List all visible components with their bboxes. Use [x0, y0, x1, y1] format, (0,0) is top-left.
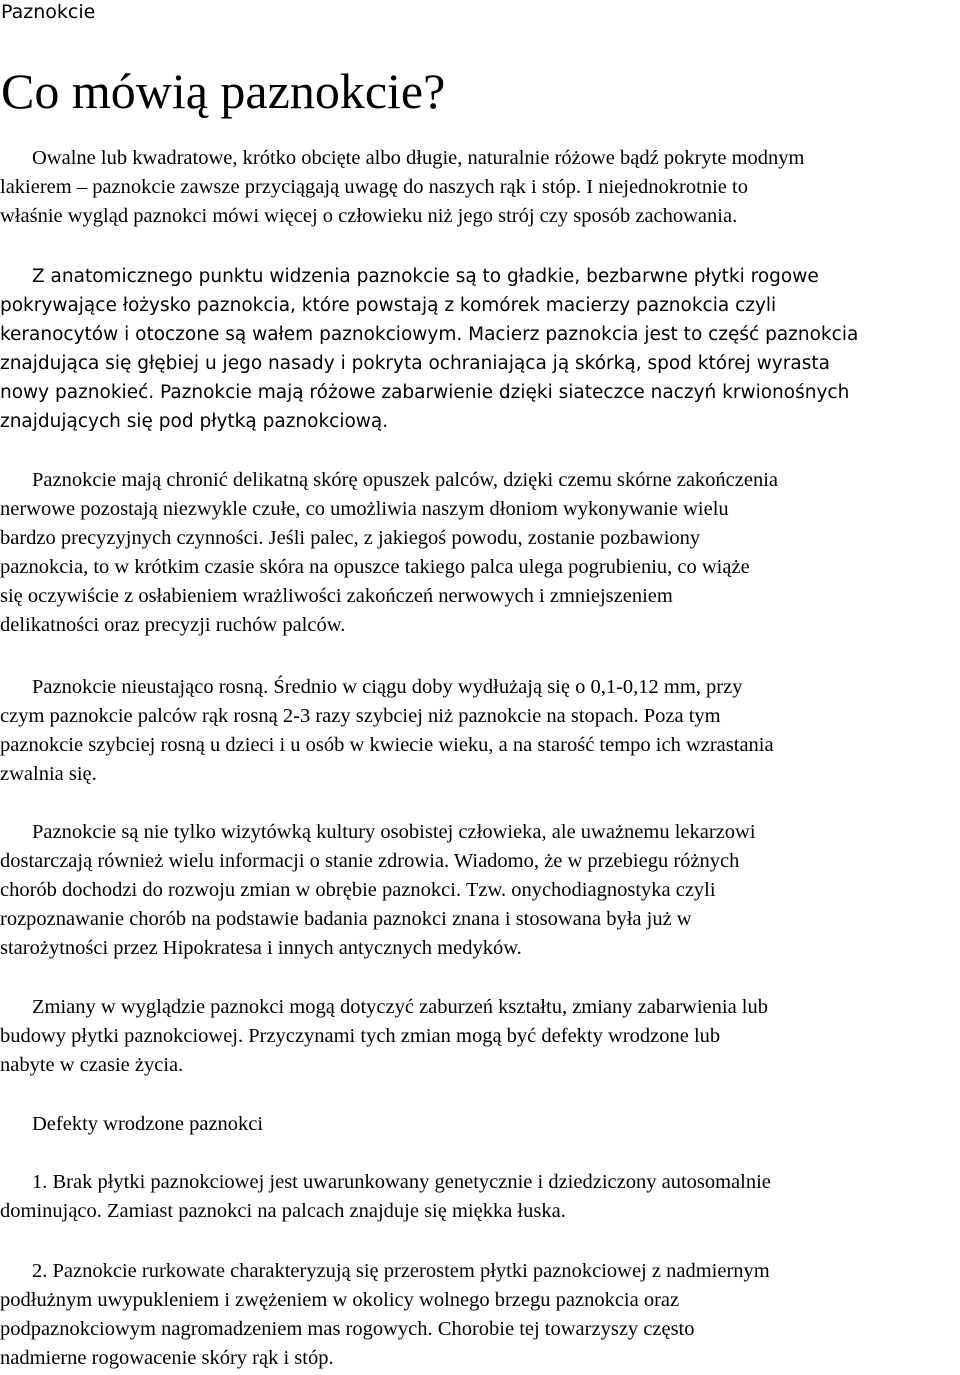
paragraph-line: dostarczają również wielu informacji o stanie zdrowia. Wiadomo, że w przebiegu różnych [0, 850, 740, 872]
paragraph [0, 1110, 960, 1139]
paragraph [0, 262, 960, 436]
paragraph-line: rozpoznawanie chorób na podstawie badania paznokci znana i stosowana była już w [0, 908, 692, 930]
paragraph-line: nowy paznokieć. Paznokcie mają różowe zabarwienie dzięki siateczce naczyń krwionośnych [0, 382, 850, 403]
paragraph-line: się oczywiście z osłabieniem wrażliwości zakończeń nerwowych i zmniejszeniem [0, 585, 673, 607]
category-label: Paznokcie [1, 1, 96, 23]
paragraph [0, 673, 960, 789]
paragraph [0, 466, 960, 640]
paragraph-line: bardzo precyzyjnych czynności. Jeśli palec, z jakiegoś powodu, zostanie pozbawiony [0, 527, 701, 549]
paragraph [0, 144, 960, 231]
paragraph-line: nerwowe pozostają niezwykle czułe, co umożliwia naszym dłoniom wykonywanie wielu [0, 498, 729, 520]
paragraph-line: Paznokcie nieustająco rosną. Średnio w ciągu doby wydłużają się o 0,1-0,12 mm, przy [32, 676, 743, 698]
paragraph-line: Paznokcie są nie tylko wizytówką kultury osobistej człowieka, ale uważnemu lekarzowi [32, 821, 756, 843]
paragraph-line: lakierem – paznokcie zawsze przyciągają uwagę do naszych rąk i stóp. I niejednokrotnie to [0, 176, 748, 198]
paragraph-line: dominująco. Zamiast paznokci na palcach znajduje się miękka łuska. [0, 1200, 566, 1222]
paragraph-line: paznokcie szybciej rosną u dzieci i u osób w kwiecie wieku, a na starość tempo ich wzrastania [0, 734, 774, 756]
paragraph-line: nabyte w czasie życia. [0, 1054, 184, 1076]
paragraph-line: Defekty wrodzone paznokci [32, 1113, 264, 1135]
paragraph-line: Owalne lub kwadratowe, krótko obcięte albo długie, naturalnie różowe bądź pokryte modnym [32, 147, 805, 169]
paragraph [0, 818, 960, 963]
paragraph-line: Zmiany w wyglądzie paznokci mogą dotyczyć zaburzeń kształtu, zmiany zabarwienia lub [32, 996, 768, 1018]
paragraph [0, 1168, 960, 1226]
paragraph-line: Paznokcie mają chronić delikatną skórę opuszek palców, dzięki czemu skórne zakończenia [32, 469, 779, 491]
paragraph-line: budowy płytki paznokciowej. Przyczynami tych zmian mogą być defekty wrodzone lub [0, 1025, 721, 1047]
paragraph-line: Z anatomicznego punktu widzenia paznokcie są to gładkie, bezbarwne płytki rogowe [32, 266, 819, 287]
paragraph-line: 2. Paznokcie rurkowate charakteryzują się przerostem płytki paznokciowej z nadmiernym [32, 1260, 770, 1282]
page-title: Co mówią paznokcie? [1, 63, 446, 119]
paragraph [0, 1257, 960, 1373]
paragraph-line: znajdująca się głębiej u jego nasady i pokryta ochraniająca ją skórką, spod której wyrasta [0, 353, 830, 374]
paragraph-line: zwalnia się. [0, 763, 97, 785]
paragraph-line: podłużnym uwypukleniem i zwężeniem w okolicy wolnego brzegu paznokcia oraz [0, 1289, 680, 1311]
paragraph-line: delikatności oraz precyzji ruchów palców. [0, 614, 346, 636]
paragraph-line: nadmierne rogowacenie skóry rąk i stóp. [0, 1347, 334, 1369]
paragraph-line: pokrywające łożysko paznokcia, które powstają z komórek macierzy paznokcia czyli [0, 295, 777, 316]
paragraph-line: podpaznokciowym nagromadzeniem mas rogowych. Chorobie tej towarzyszy często [0, 1318, 695, 1340]
paragraph-line: czym paznokcie palców rąk rosną 2-3 razy szybciej niż paznokcie na stopach. Poza tym [0, 705, 721, 727]
paragraph [0, 993, 960, 1080]
paragraph-line: chorób dochodzi do rozwoju zmian w obrębie paznokci. Tzw. onychodiagnostyka czyli [0, 879, 716, 901]
paragraph-line: właśnie wygląd paznokci mówi więcej o człowieku niż jego strój czy sposób zachowania. [0, 205, 738, 227]
paragraph-line: znajdujących się pod płytką paznokciową. [0, 411, 389, 432]
paragraph-line: keranocytów i otoczone są wałem paznokciowym. Macierz paznokcia jest to część paznokcia [0, 324, 859, 345]
paragraph-line: 1. Brak płytki paznokciowej jest uwarunkowany genetycznie i dziedziczony autosomalnie [32, 1171, 771, 1193]
paragraph-line: starożytności przez Hipokratesa i innych antycznych medyków. [0, 937, 522, 959]
paragraph-line: paznokcia, to w krótkim czasie skóra na opuszce takiego palca ulega pogrubieniu, co wiąże [0, 556, 750, 578]
